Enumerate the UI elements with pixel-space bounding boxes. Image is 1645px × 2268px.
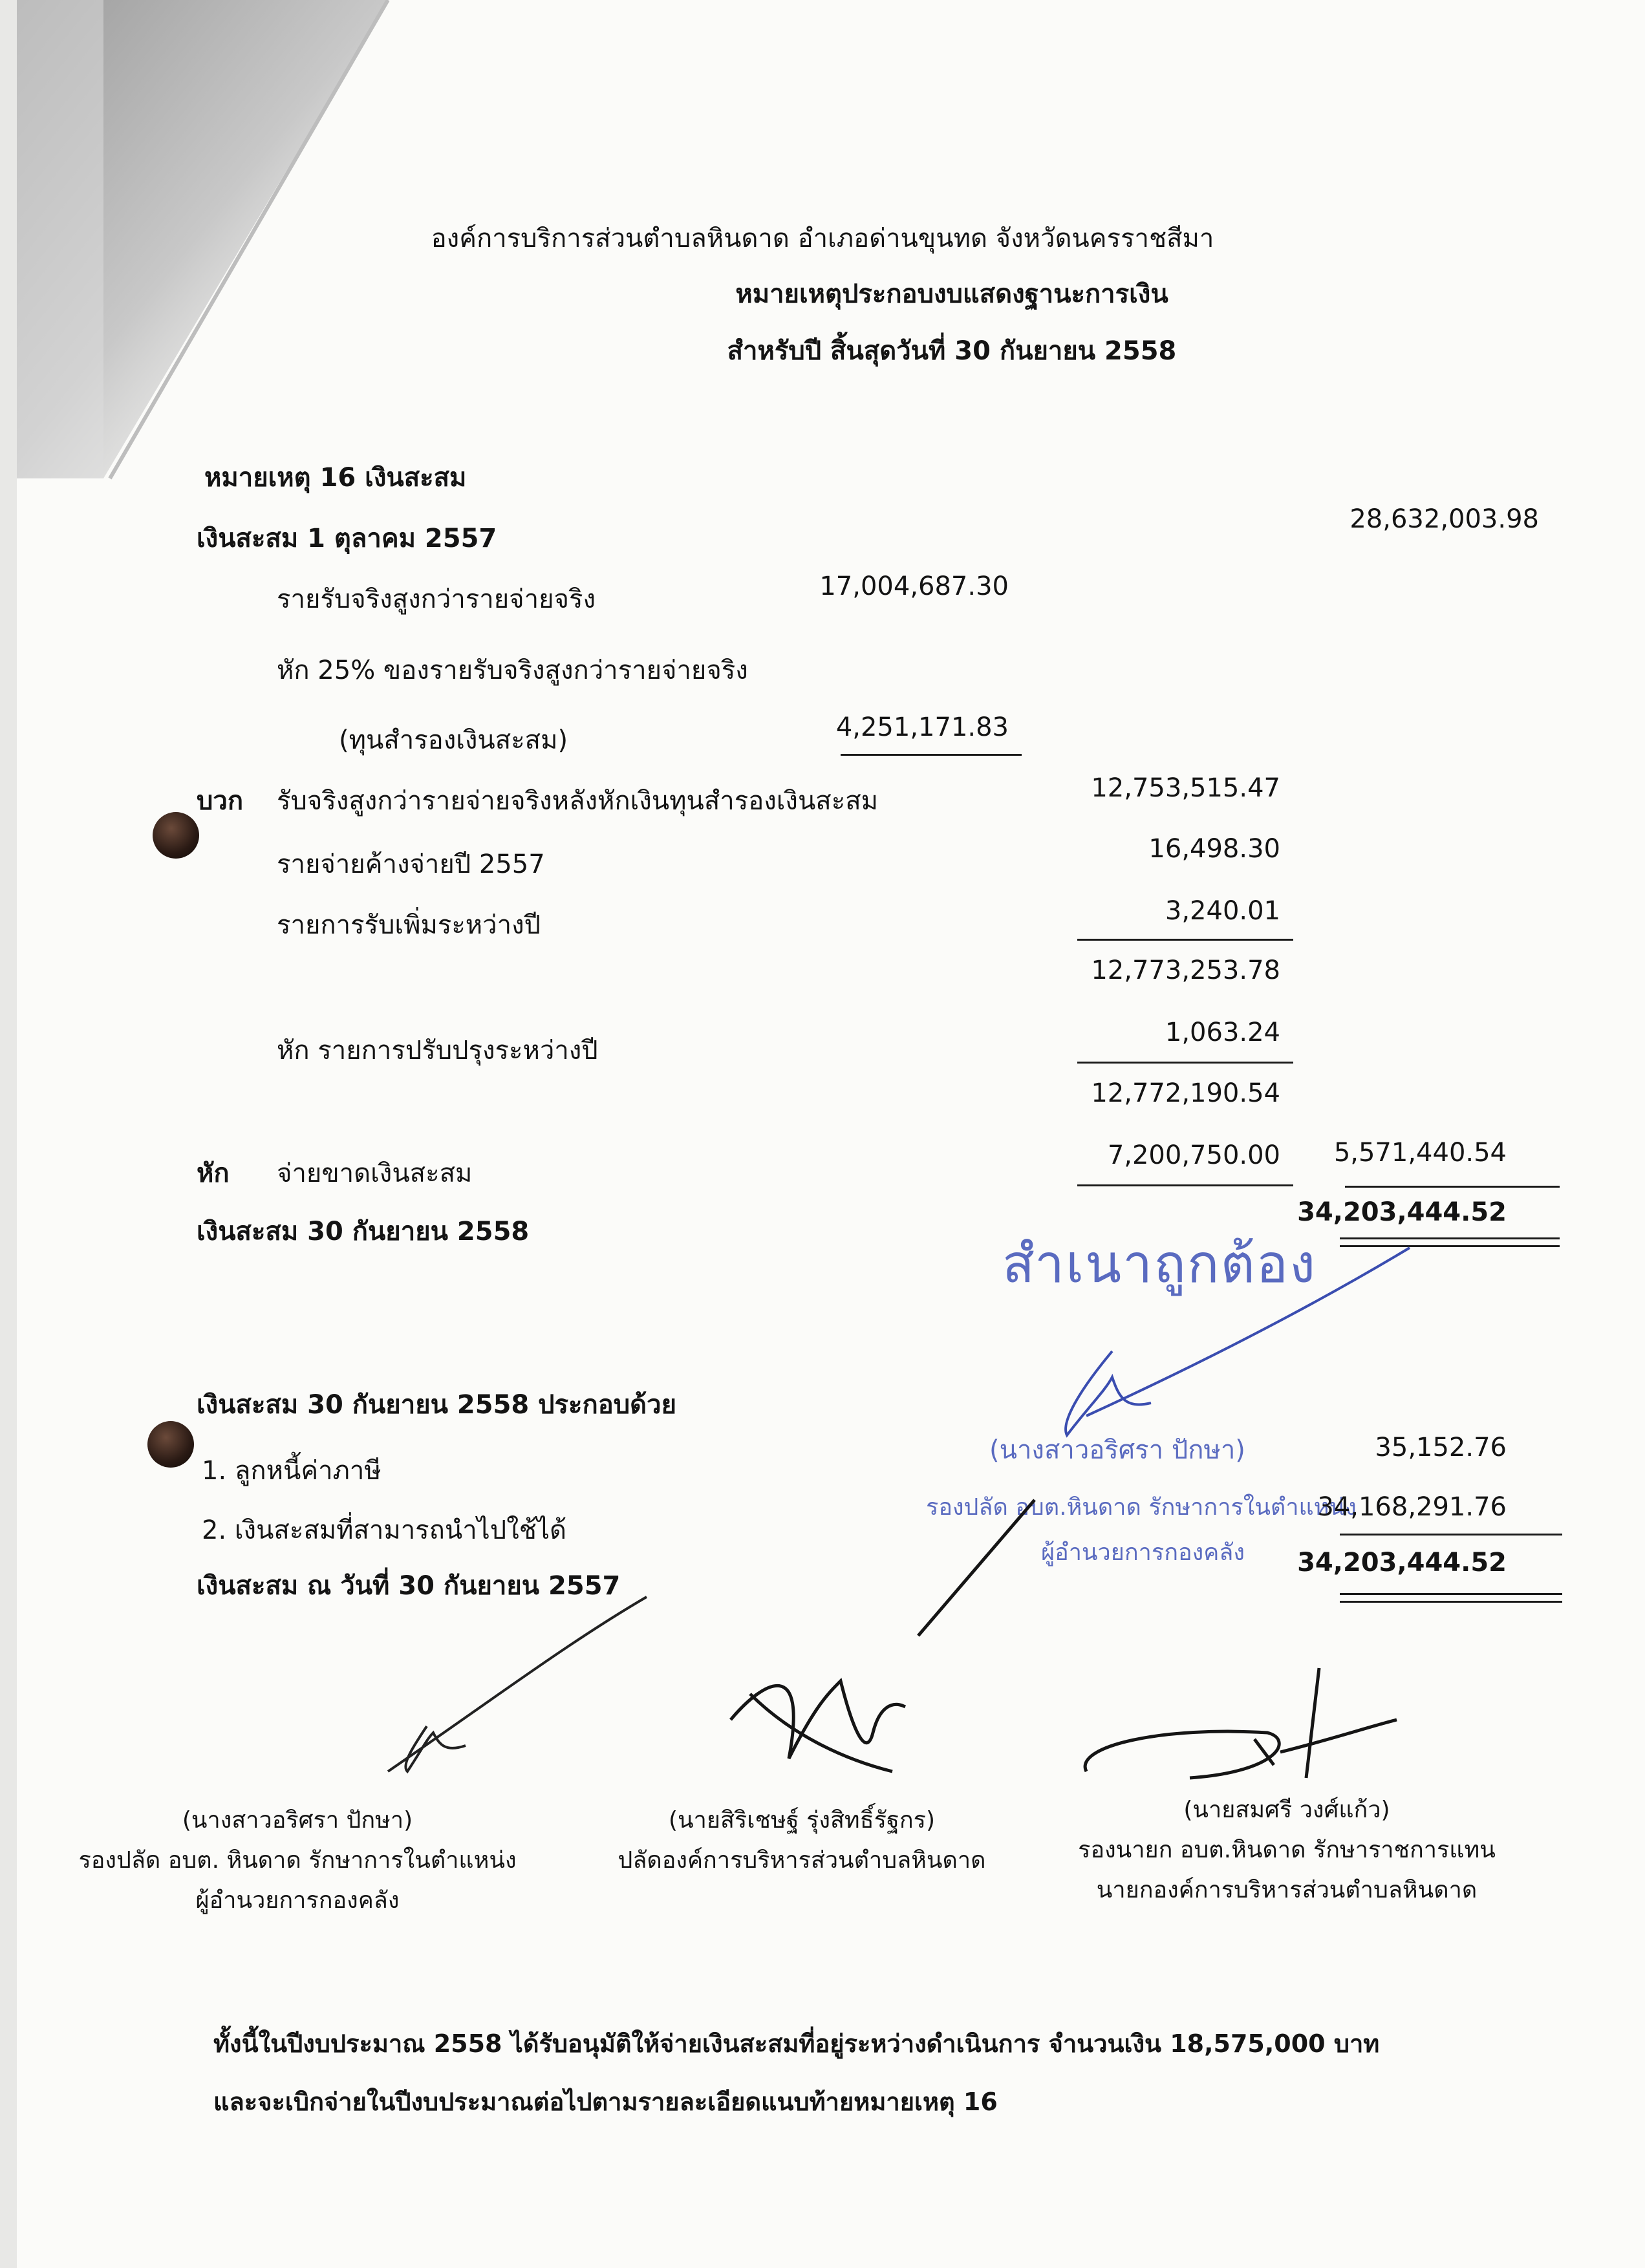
- signatory-3-name: (นายสมศรี วงศ์แก้ว): [1183, 1797, 1390, 1823]
- rule: [1077, 939, 1293, 941]
- stamp-name: (นางสาวอริศรา ปักษา): [989, 1435, 1245, 1465]
- document-title: หมายเหตุประกอบงบแสดงฐานะการเงิน: [735, 279, 1168, 309]
- stamp-signature: [983, 1241, 1435, 1513]
- accrued-label: รายจ่ายค้างจ่ายปี 2557: [277, 850, 545, 879]
- signatory-3-role-2: นายกองค์การบริหารส่วนตำบลหินดาด: [1096, 1877, 1478, 1903]
- composition-item-1-value: 35,152.76: [1375, 1433, 1507, 1462]
- accrued-value: 16,498.30: [1148, 834, 1280, 864]
- rule: [841, 754, 1022, 756]
- footer-line-1: ทั้งนี้ในปีงบประมาณ 2558 ได้รับอนุมัติให้จ่ายเงินสะสมที่อยู่ระหว่างดำเนินการ จำนวนเงิน 18,575,000 บาท: [213, 2029, 1380, 2058]
- double-rule: [1340, 1593, 1562, 1595]
- composition-total-label: เงินสะสม ณ วันที่ 30 กันยายน 2557: [197, 1571, 621, 1601]
- extra-income-label: รายการรับเพิ่มระหว่างปี: [277, 910, 541, 940]
- signatory-1-role: รองปลัด อบต. หินดาด รักษาการในตำแหน่ง: [78, 1847, 517, 1874]
- excess-value: 17,004,687.30: [819, 572, 1009, 601]
- after-reserve-label: รับจริงสูงกว่ารายจ่ายจริงหลังหักเงินทุนสำรองเงินสะสม: [277, 786, 878, 816]
- period-title: สำหรับปี สิ้นสุดวันที่ 30 กันยายน 2558: [727, 336, 1177, 366]
- punch-hole: [153, 812, 199, 859]
- stamp-role-1: รองปลัด อบต.หินดาด รักษาการในตำแหน่ง: [926, 1494, 1357, 1521]
- composition-title: เงินสะสม 30 กันยายน 2558 ประกอบด้วย: [197, 1390, 677, 1420]
- after-reserve-value: 12,753,515.47: [1091, 773, 1280, 803]
- less-25-label: หัก 25% ของรายรับจริงสูงกว่ารายจ่ายจริง: [277, 656, 748, 685]
- double-rule: [1340, 1601, 1562, 1603]
- net-change-value: 5,571,440.54: [1333, 1138, 1507, 1168]
- reserve-label: (ทุนสำรองเงินสะสม): [339, 725, 568, 755]
- signatory-1-name: (นางสาวอริศรา ปักษา): [182, 1807, 413, 1834]
- signature-deputy-mayor: [1060, 1655, 1423, 1804]
- extra-income-value: 3,240.01: [1165, 896, 1280, 926]
- signature-finance-director: [362, 1590, 660, 1797]
- scan-left-edge: [0, 0, 17, 2268]
- closing-value: 34,203,444.52: [1297, 1197, 1507, 1227]
- excess-label: รายรับจริงสูงกว่ารายจ่ายจริง: [277, 584, 596, 614]
- plus-word: บวก: [197, 786, 244, 816]
- deficit-value: 7,200,750.00: [1107, 1140, 1280, 1170]
- signatory-3-role: รองนายก อบต.หินดาด รักษาราชการแทน: [1078, 1837, 1496, 1863]
- footer-line-2: และจะเบิกจ่ายในปีงบประมาณต่อไปตามรายละเอียดแนบท้ายหมายเหตุ 16: [213, 2088, 998, 2116]
- deficit-label: จ่ายขาดเงินสะสม: [277, 1159, 473, 1188]
- signatory-2-name: (นายสิริเชษฐ์ รุ่งสิทธิ์รัฐกร): [668, 1807, 935, 1834]
- composition-item-2-value: 34,168,291.76: [1317, 1492, 1507, 1522]
- subtotal-2: 12,772,190.54: [1091, 1078, 1280, 1108]
- composition-item-1: 1. ลูกหนี้ค่าภาษี: [202, 1456, 382, 1486]
- org-title: องค์การบริการส่วนตำบลหินดาด อำเภอด่านขุนทด จังหวัดนครราชสีมา: [431, 224, 1214, 253]
- rule: [1340, 1534, 1562, 1535]
- stamp-role-2: ผู้อำนวยการกองคลัง: [1041, 1539, 1245, 1566]
- punch-hole: [147, 1421, 194, 1468]
- signatory-2-role: ปลัดองค์การบริหารส่วนตำบลหินดาด: [618, 1847, 986, 1874]
- subtotal-1: 12,773,253.78: [1091, 956, 1280, 985]
- double-rule: [1340, 1237, 1560, 1239]
- less-word: หัก: [197, 1159, 230, 1188]
- certified-copy-stamp: สำเนาถูกต้อง: [1002, 1234, 1317, 1295]
- composition-total-value: 34,203,444.52: [1297, 1548, 1507, 1578]
- rule: [1077, 1062, 1293, 1064]
- signature-chief-administrator: [711, 1487, 1099, 1810]
- opening-value: 28,632,003.98: [1349, 504, 1539, 534]
- closing-label: เงินสะสม 30 กันยายน 2558: [197, 1217, 530, 1246]
- adjust-value: 1,063.24: [1165, 1018, 1280, 1047]
- opening-label: เงินสะสม 1 ตุลาคม 2557: [197, 524, 497, 553]
- signatory-1-role-2: ผู้อำนวยการกองคลัง: [195, 1887, 400, 1914]
- adjust-label: หัก รายการปรับปรุงระหว่างปี: [277, 1036, 598, 1065]
- rule: [1345, 1186, 1560, 1188]
- rule: [1077, 1184, 1293, 1186]
- reserve-value: 4,251,171.83: [835, 712, 1009, 742]
- composition-item-2: 2. เงินสะสมที่สามารถนำไปใช้ได้: [202, 1515, 566, 1545]
- note-title: หมายเหตุ 16 เงินสะสม: [204, 463, 467, 493]
